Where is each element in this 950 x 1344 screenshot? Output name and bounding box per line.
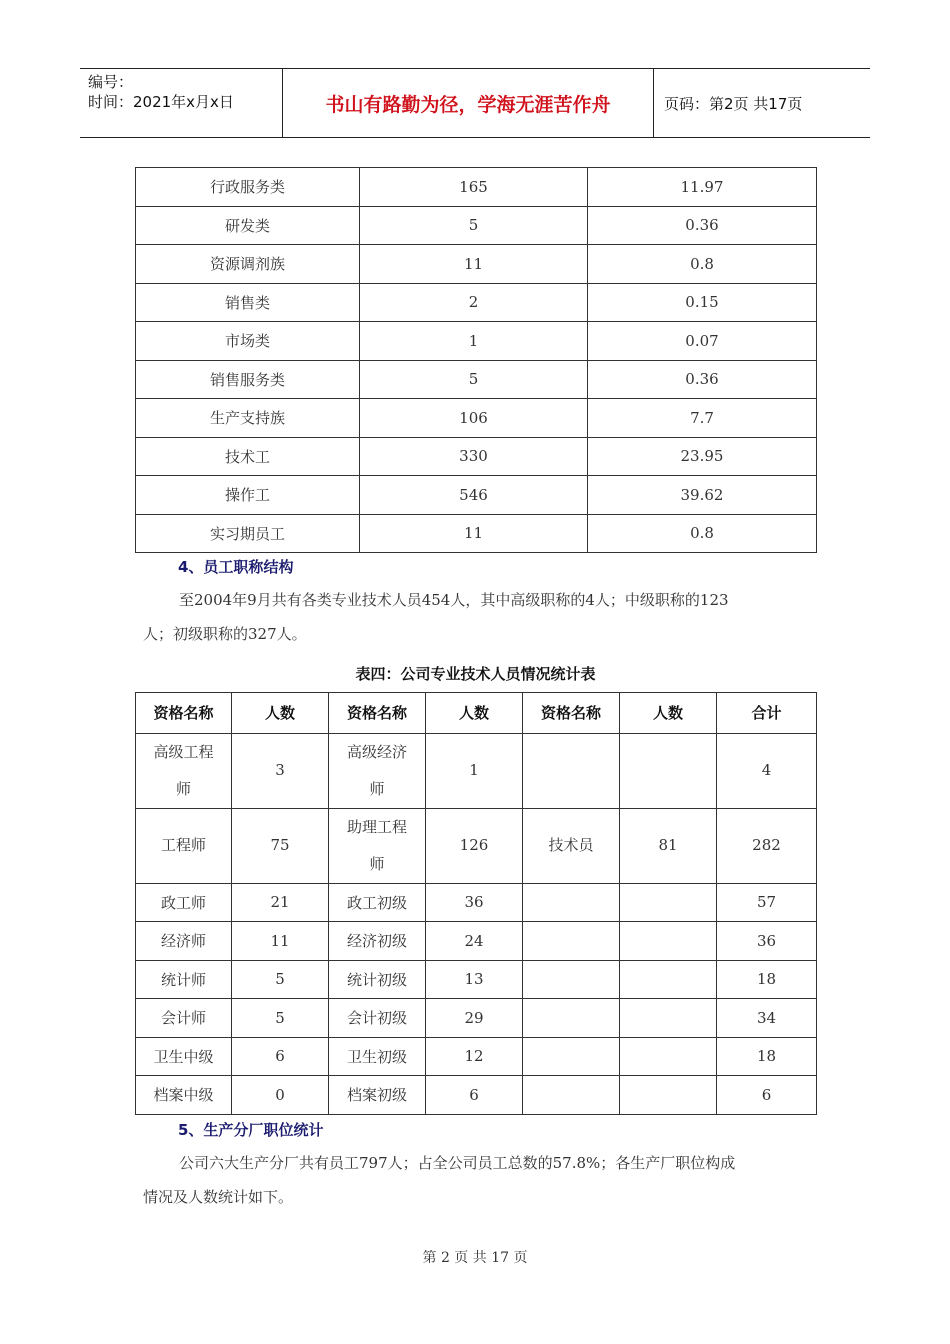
table-cell: 统计初级 [329, 960, 426, 999]
table-cell: 技术工 [136, 437, 360, 476]
table-cell: 6 [426, 1076, 523, 1115]
tech-staff-table [135, 692, 817, 1115]
header-motto: 书山有路勤为径，学海无涯苦作舟 [283, 69, 654, 137]
table-cell: 行政服务类 [136, 168, 360, 207]
table-cell [329, 733, 426, 808]
table-row [136, 206, 817, 245]
table-cell: 技术员 [523, 808, 620, 883]
table-row [136, 960, 817, 999]
table-row [136, 883, 817, 922]
column-header: 人数 [620, 693, 717, 734]
column-header: 合计 [717, 693, 817, 734]
table-row [136, 437, 817, 476]
table-cell [620, 922, 717, 961]
page-header [80, 68, 870, 138]
table-cell: 36 [717, 922, 817, 961]
table-row [136, 733, 817, 808]
table-cell: 生产支持族 [136, 399, 360, 438]
table-cell: 11.97 [588, 168, 817, 207]
table-row [136, 322, 817, 361]
table-cell: 0 [232, 1076, 329, 1115]
table-cell: 75 [232, 808, 329, 883]
table-cell: 29 [426, 999, 523, 1038]
table-cell: 546 [360, 476, 588, 515]
table-row [136, 399, 817, 438]
table-cell [523, 883, 620, 922]
table-row [136, 245, 817, 284]
table-cell: 21 [232, 883, 329, 922]
table-cell: 0.8 [588, 514, 817, 553]
table-cell [523, 922, 620, 961]
table-cell: 销售类 [136, 283, 360, 322]
table-row [136, 1076, 817, 1115]
table-cell: 2 [360, 283, 588, 322]
table-cell [620, 1037, 717, 1076]
table-cell: 126 [426, 808, 523, 883]
table-cell: 39.62 [588, 476, 817, 515]
table-row [136, 922, 817, 961]
table-cell: 23.95 [588, 437, 817, 476]
column-header: 人数 [426, 693, 523, 734]
cell-line: 助理工程 [346, 817, 407, 836]
table-cell: 5 [232, 999, 329, 1038]
table-cell [523, 733, 620, 808]
table-cell: 7.7 [588, 399, 817, 438]
section5-title: 5、生产分厂职位统计 [178, 1121, 324, 1139]
table-row [136, 283, 817, 322]
table-cell: 24 [426, 922, 523, 961]
table-cell: 11 [360, 514, 588, 553]
table-cell: 卫生中级 [136, 1037, 232, 1076]
table-cell: 政工师 [136, 883, 232, 922]
table-cell: 会计师 [136, 999, 232, 1038]
table-row [136, 476, 817, 515]
number-label: 编号： [88, 73, 134, 91]
table-cell [620, 733, 717, 808]
table-cell: 18 [717, 1037, 817, 1076]
table-cell: 0.8 [588, 245, 817, 284]
table-cell: 0.07 [588, 322, 817, 361]
column-header: 资格名称 [136, 693, 232, 734]
cell-line: 师 [175, 779, 191, 798]
table-cell: 81 [620, 808, 717, 883]
table2-caption: 表四：公司专业技术人员情况统计表 [355, 665, 596, 683]
cell-line: 工程师 [160, 836, 206, 854]
table-cell: 34 [717, 999, 817, 1038]
table-cell [620, 1076, 717, 1115]
table-cell: 3 [232, 733, 329, 808]
table-cell [620, 883, 717, 922]
table-cell [329, 808, 426, 883]
table-cell: 330 [360, 437, 588, 476]
column-header: 资格名称 [329, 693, 426, 734]
table-cell: 18 [717, 960, 817, 999]
column-header: 资格名称 [523, 693, 620, 734]
table-cell: 经济初级 [329, 922, 426, 961]
table-cell [523, 999, 620, 1038]
table-cell: 57 [717, 883, 817, 922]
column-header: 人数 [232, 693, 329, 734]
section5-para-line2: 情况及人数统计如下。 [143, 1188, 294, 1206]
table-cell [620, 960, 717, 999]
table-cell: 销售服务类 [136, 360, 360, 399]
table-cell: 卫生初级 [329, 1037, 426, 1076]
page-footer: 第 2 页 共 17 页 [422, 1250, 528, 1266]
table-cell: 0.36 [588, 360, 817, 399]
table-cell: 1 [426, 733, 523, 808]
table-cell: 档案初级 [329, 1076, 426, 1115]
header-meta [80, 69, 283, 137]
table-row [136, 808, 817, 883]
section4-paragraph [143, 583, 823, 651]
table-row [136, 514, 817, 553]
table-cell: 资源调剂族 [136, 245, 360, 284]
table-cell [523, 960, 620, 999]
section5-para-line1: 公司六大生产分厂共有员工797人；占全公司员工总数的57.8%；各生产厂职位构成 [179, 1154, 736, 1172]
table-cell [136, 733, 232, 808]
table-cell: 政工初级 [329, 883, 426, 922]
table-cell: 4 [717, 733, 817, 808]
section4-para-line1: 至2004年9月共有各类专业技术人员454人，其中高级职称的4人；中级职称的123 [179, 591, 729, 609]
table-cell: 0.15 [588, 283, 817, 322]
table-cell: 6 [232, 1037, 329, 1076]
table-row [136, 360, 817, 399]
table-cell: 研发类 [136, 206, 360, 245]
cell-line: 师 [369, 779, 385, 798]
section4-para-line2: 人；初级职称的327人。 [143, 625, 307, 643]
section4-title: 4、员工职称结构 [178, 558, 294, 576]
time-label: 时间：2021年x月x日 [88, 93, 234, 111]
section5-paragraph [143, 1146, 823, 1214]
table-cell: 实习期员工 [136, 514, 360, 553]
cell-line: 高级经济 [346, 742, 407, 761]
table-cell: 经济师 [136, 922, 232, 961]
table-cell: 11 [360, 245, 588, 284]
table-cell: 1 [360, 322, 588, 361]
table-cell: 106 [360, 399, 588, 438]
table-cell [523, 1076, 620, 1115]
table-cell: 282 [717, 808, 817, 883]
header-page-info: 页码：第2页 共17页 [664, 94, 803, 113]
cell-line: 师 [369, 854, 385, 873]
cell-line: 高级工程 [153, 742, 214, 761]
table-cell: 12 [426, 1037, 523, 1076]
table-cell: 5 [360, 206, 588, 245]
table-cell: 11 [232, 922, 329, 961]
table-cell: 6 [717, 1076, 817, 1115]
table-header-row [136, 693, 817, 734]
table-row [136, 999, 817, 1038]
table-cell [620, 999, 717, 1038]
table-cell: 165 [360, 168, 588, 207]
table-cell: 市场类 [136, 322, 360, 361]
category-table [135, 167, 817, 553]
table-cell: 13 [426, 960, 523, 999]
table-cell: 0.36 [588, 206, 817, 245]
table-cell: 会计初级 [329, 999, 426, 1038]
table-cell [523, 1037, 620, 1076]
table-cell: 统计师 [136, 960, 232, 999]
table-cell: 5 [360, 360, 588, 399]
table-row [136, 168, 817, 207]
table-cell: 操作工 [136, 476, 360, 515]
table-cell: 36 [426, 883, 523, 922]
table-cell: 5 [232, 960, 329, 999]
table-row [136, 1037, 817, 1076]
table-cell [136, 808, 232, 883]
table-cell: 档案中级 [136, 1076, 232, 1115]
